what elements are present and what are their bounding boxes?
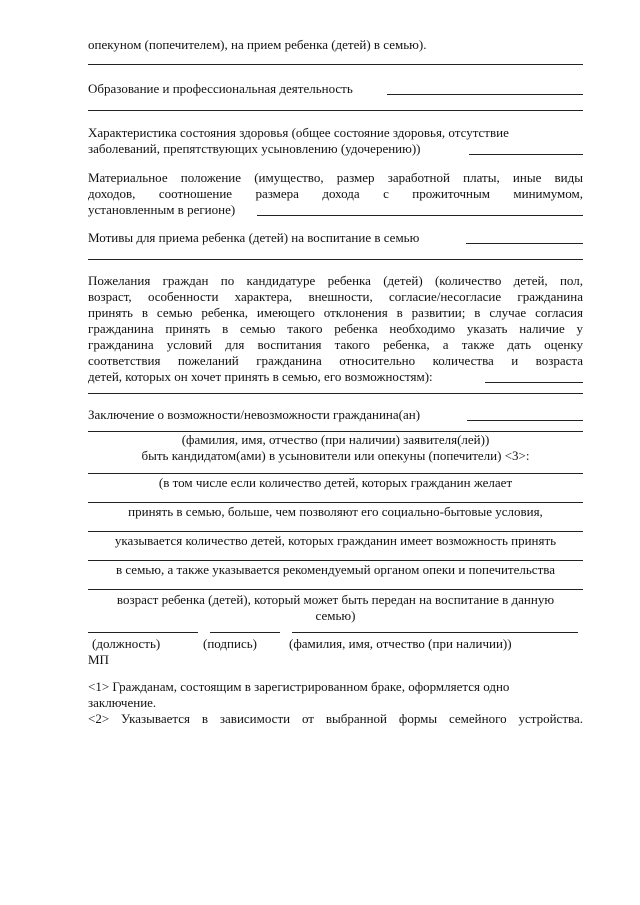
wishes-line-5: гражданина условий для воспитания такого ребенка, а также дать оценку: [88, 337, 583, 352]
blank-line: [88, 110, 583, 111]
wishes-line-2: возраст, особенности характера, внешности, согласие/несогласие гражданина: [88, 289, 583, 304]
hint-e: возраст ребенка (детей), который может быть передан на воспитание в данную: [116, 592, 555, 607]
motives-field[interactable]: [466, 243, 583, 244]
position-field[interactable]: [88, 632, 198, 633]
material-line-3: установленным в регионе): [88, 202, 236, 217]
blank-line: [88, 64, 583, 65]
blank-line: [88, 393, 583, 394]
wishes-line-3: принять в семью ребенка, имеющего отклонения в развитии; в случае согласия: [88, 305, 583, 320]
education-label: Образование и профессиональная деятельность: [88, 81, 353, 96]
hint-fio: (фамилия, имя, отчество (при наличии) заявителя(лей)): [181, 432, 490, 447]
wishes-field[interactable]: [485, 382, 583, 383]
hint-f: семью): [315, 608, 356, 623]
wishes-line-6: соответствия пожеланий гражданина относительно количества и возраста: [88, 353, 583, 368]
blank-line[interactable]: [88, 531, 583, 532]
fio-field[interactable]: [292, 632, 578, 633]
material-line-1: Материальное положение (имущество, размер заработной платы, иные виды: [88, 170, 583, 185]
health-line-2: заболеваний, препятствующих усыновлению (удочерению)): [88, 141, 421, 156]
signature-field[interactable]: [210, 632, 280, 633]
wishes-line-1: Пожелания граждан по кандидатуре ребенка (детей) (количество детей, пол,: [88, 273, 583, 288]
hint-c: указывается количество детей, которых гражданин имеет возможность принять: [114, 533, 557, 548]
blank-line[interactable]: [88, 560, 583, 561]
stamp-label: МП: [88, 652, 109, 667]
footnote-1-line-1: <1> Гражданам, состоящим в зарегистрированном браке, оформляется одно: [88, 679, 510, 694]
footnote-1-line-2: заключение.: [88, 695, 157, 710]
conclusion-label: Заключение о возможности/невозможности гражданина(ан): [88, 407, 421, 422]
conclusion-field[interactable]: [467, 420, 583, 421]
blank-line[interactable]: [88, 473, 583, 474]
education-field[interactable]: [387, 94, 583, 95]
blank-line[interactable]: [88, 502, 583, 503]
blank-line: [88, 259, 583, 260]
sig-fio-label: (фамилия, имя, отчество (при наличии)): [289, 636, 512, 651]
hint-a: (в том числе если количество детей, которых гражданин желает: [158, 475, 513, 490]
footnote-2: <2> Указывается в зависимости от выбранной формы семейного устройства.: [88, 711, 583, 726]
motives-label: Мотивы для приема ребенка (детей) на воспитание в семью: [88, 230, 420, 245]
sig-signature-label: (подпись): [203, 636, 257, 651]
hint-d: в семью, а также указывается рекомендуемый органом опеки и попечительства: [115, 562, 555, 577]
material-field[interactable]: [257, 215, 583, 216]
hint-candidate: быть кандидатом(ами) в усыновители или опекуны (попечители) <3>:: [141, 448, 530, 463]
blank-line[interactable]: [88, 589, 583, 590]
wishes-line-7: детей, которых он хочет принять в семью, его возможностям):: [88, 369, 433, 384]
hint-b: принять в семью, больше, чем позволяют его социально-бытовые условия,: [128, 504, 543, 519]
health-field[interactable]: [469, 154, 583, 155]
wishes-line-4: гражданина принять в семью такого ребенка необходимо указать наличие у: [88, 321, 583, 336]
sig-position-label: (должность): [92, 636, 161, 651]
material-line-2: доходов, соотношение размера дохода с прожиточным минимумом,: [88, 186, 583, 201]
text-opekun: опекуном (попечителем), на прием ребенка (детей) в семью).: [88, 37, 427, 52]
health-line-1: Характеристика состояния здоровья (общее состояние здоровья, отсутствие: [88, 125, 509, 140]
